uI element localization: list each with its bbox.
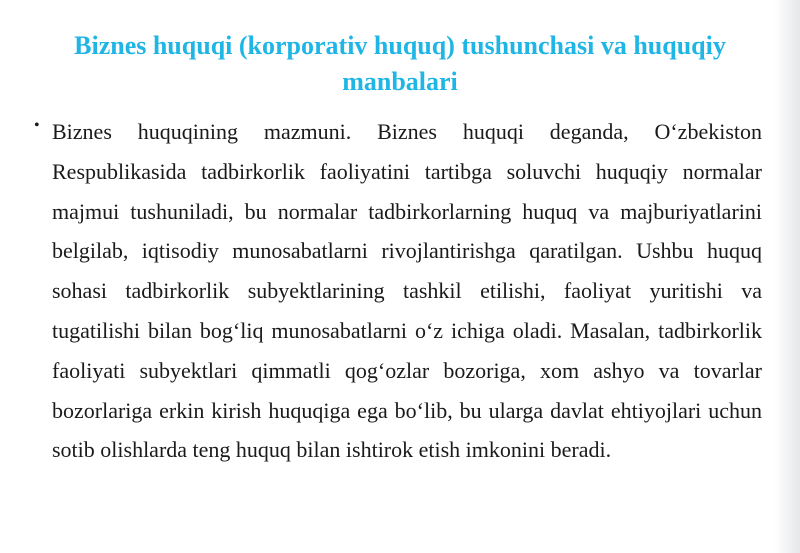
slide-title: Biznes huquqi (korporativ huquq) tushunchasi va huquqiy manbalari <box>74 31 726 96</box>
bullet-icon: • <box>34 117 40 134</box>
bullet-list <box>34 112 762 470</box>
bullet-text: Biznes huquqining mazmuni. Biznes huquqi deganda, O‘zbekiston Respublikasida tadbirkorlik faoliyatini tartibga soluvchi huquqiy normalar majmui tushuniladi, bu normalar tadbirkorlarning huquq va majburiyatlarini belgilab, iqtisodiy munosabatlarni rivojlantirishga qaratilgan. Ushbu huquq sohasi tadbirkorlik subyektlarining tashkil etilishi, faoliyat yuritishi va tugatilishi bilan bog‘liq munosabatlarni o‘z ichiga oladi. Masalan, tadbirkorlik faoliyati subyektlari qimmatli qog‘ozlar bozoriga, xom ashyo va tovarlar bozorlariga erkin kirish huquqiga ega bo‘lib, bu ularga davlat ehtiyojlari uchun sotib olishlarda teng huquq bilan ishtirok etish imkonini beradi. <box>52 119 762 463</box>
decorative-side-stripe <box>774 0 800 553</box>
list-item <box>34 112 762 470</box>
